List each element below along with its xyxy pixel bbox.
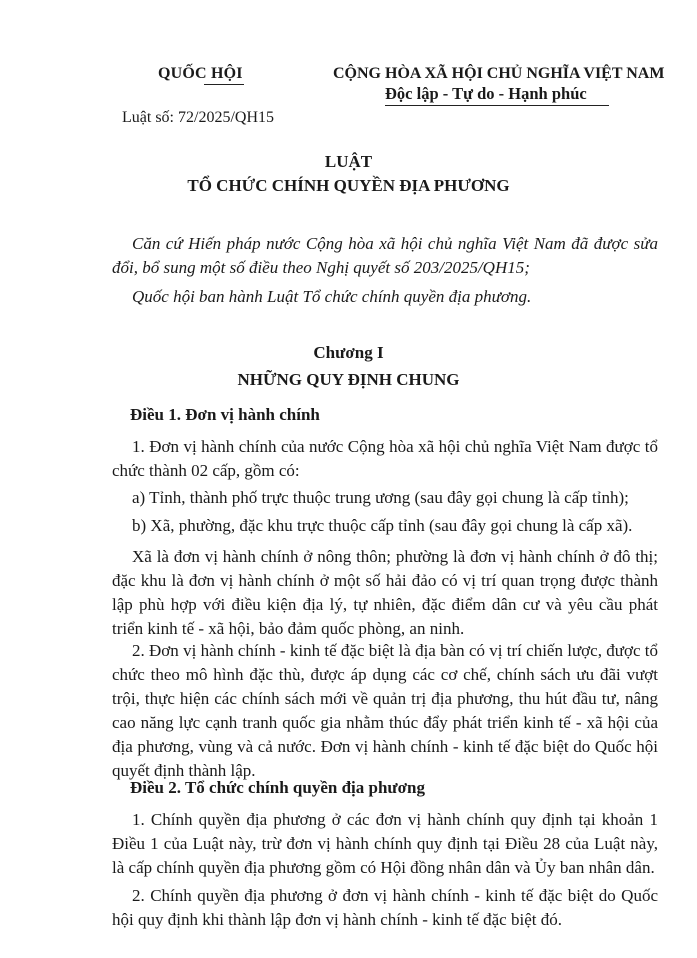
preamble-promulgation: Quốc hội ban hành Luật Tổ chức chính quyền địa phương. xyxy=(132,287,532,306)
article-1-clause-2: 2. Đơn vị hành chính - kinh tế đặc biệt là địa bàn có vị trí chiến lược, được tổ chức theo mô hình đặc thù, được áp dụng các cơ chế, chính sách ưu đãi vượt trội, thực hiện các chính sách mới về quản trị địa phương, thu hút đầu tư, nâng cao năng lực cạnh tranh quốc gia nhằm thúc đẩy phát triển kinh tế - xã hội của địa phương, vùng và cả nước. Đơn vị hành chính - kinh tế đặc biệt do Quốc hội quyết định thành lập. xyxy=(112,641,658,780)
article-1-item-b: b) Xã, phường, đặc khu trực thuộc cấp tỉnh (sau đây gọi chung là cấp xã). xyxy=(132,516,633,535)
article-2-heading: Điều 2. Tổ chức chính quyền địa phương xyxy=(130,778,425,797)
issuing-organization: QUỐC HỘI xyxy=(158,65,243,82)
motto-underline xyxy=(385,105,609,106)
article-1-clause-1: 1. Đơn vị hành chính của nước Cộng hòa xã hội chủ nghĩa Việt Nam được tổ chức thành 02 cấp, gồm có: xyxy=(112,437,658,480)
chapter-title: NHỮNG QUY ĐỊNH CHUNG xyxy=(237,370,460,389)
law-number: Luật số: 72/2025/QH15 xyxy=(122,109,274,126)
national-motto: Độc lập - Tự do - Hạnh phúc xyxy=(385,84,587,103)
article-1-heading: Điều 1. Đơn vị hành chính xyxy=(130,405,320,424)
article-2-clause-1: 1. Chính quyền địa phương ở các đơn vị hành chính quy định tại khoản 1 Điều 1 của Luật này, trừ đơn vị hành chính quy định tại Điều 28 của Luật này, là cấp chính quyền địa phương gồm có Hội đồng nhân dân và Ủy ban nhân dân. xyxy=(112,810,658,877)
organization-underline xyxy=(204,84,244,85)
document-type: LUẬT xyxy=(324,152,373,171)
article-1-item-a: a) Tỉnh, thành phố trực thuộc trung ương (sau đây gọi chung là cấp tỉnh); xyxy=(132,488,629,507)
article-2-clause-2: 2. Chính quyền địa phương ở đơn vị hành chính - kinh tế đặc biệt do Quốc hội quy định khi thành lập đơn vị hành chính - kinh tế đặc biệt đó. xyxy=(112,886,658,929)
preamble-basis: Căn cứ Hiến pháp nước Cộng hòa xã hội chủ nghĩa Việt Nam đã được sửa đổi, bổ sung một số điều theo Nghị quyết số 203/2025/QH15; xyxy=(112,234,658,277)
chapter-number: Chương I xyxy=(313,343,384,362)
document-title: TỔ CHỨC CHÍNH QUYỀN ĐỊA PHƯƠNG xyxy=(187,176,510,195)
article-1-paragraph: Xã là đơn vị hành chính ở nông thôn; phường là đơn vị hành chính ở đô thị; đặc khu là đơn vị hành chính ở một số hải đảo có vị trí quan trọng được thành lập phù hợp với điều kiện địa lý, tự nhiên, đặc điểm dân cư và yêu cầu phát triển kinh tế - xã hội, bảo đảm quốc phòng, an ninh. xyxy=(112,547,658,638)
country-name: CỘNG HÒA XÃ HỘI CHỦ NGHĨA VIỆT NAM xyxy=(333,65,665,82)
